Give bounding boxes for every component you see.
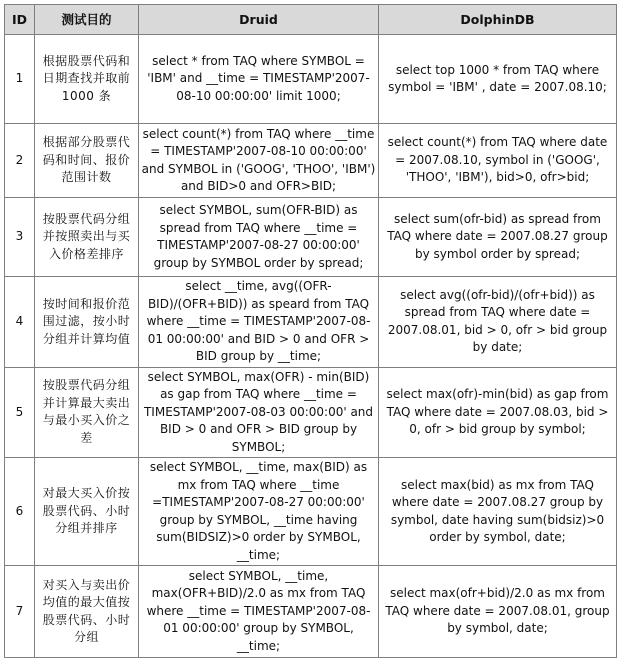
comparison-table: [4, 4, 617, 658]
row-dolphindb-query: select sum(ofr-bid) as spread from TAQ where date = 2007.08.27 group by symbol order by spread;: [379, 198, 617, 277]
row-druid-query: select SYMBOL, max(OFR) - min(BID) as gap from TAQ where __time = TIMESTAMP'2007-08-03 00:00:00' and BID > 0 and OFR > BID group by SYMBOL;: [139, 367, 379, 458]
row-goal: 按股票代码分组并按照卖出与买入价格差排序: [35, 198, 139, 277]
row-druid-query: select SYMBOL, __time, max(OFR+BID)/2.0 as mx from TAQ where __time = TIMESTAMP'2007-08-01 00:00:00' group by SYMBOL, __time;: [139, 566, 379, 658]
row-goal: 根据部分股票代码和时间、报价范围计数: [35, 124, 139, 198]
table-row: [5, 458, 617, 566]
row-goal: 按时间和报价范围过滤，按小时分组并计算均值: [35, 277, 139, 368]
row-id: 2: [5, 124, 35, 198]
row-druid-query: select SYMBOL, __time, max(BID) as mx from TAQ where __time =TIMESTAMP'2007-08-27 00:00:00' group by SYMBOL, __time having sum(BIDSIZ)>0 order by SYMBOL, __time;: [139, 458, 379, 566]
table-row: [5, 198, 617, 277]
row-dolphindb-query: select max(ofr)-min(bid) as gap from TAQ where date = 2007.08.03, bid > 0, ofr > bid group by symbol;: [379, 367, 617, 458]
row-dolphindb-query: select avg((ofr-bid)/(ofr+bid)) as spread from TAQ where date = 2007.08.01, bid > 0, ofr > bid group by date;: [379, 277, 617, 368]
row-dolphindb-query: select max(ofr+bid)/2.0 as mx from TAQ where date = 2007.08.01, group by symbol, date;: [379, 566, 617, 658]
row-id: 4: [5, 277, 35, 368]
row-druid-query: select * from TAQ where SYMBOL = 'IBM' and __time = TIMESTAMP'2007-08-10 00:00:00' limit 1000;: [139, 35, 379, 124]
row-druid-query: select __time, avg((OFR-BID)/(OFR+BID)) as speard from TAQ where __time = TIMESTAMP'2007-08-01 00:00:00' and BID > 0 and OFR > BID group by __time;: [139, 277, 379, 368]
row-goal: 根据股票代码和日期查找并取前 1000 条: [35, 35, 139, 124]
row-dolphindb-query: select max(bid) as mx from TAQ where date = 2007.08.27 group by symbol, date having sum(bidsiz)>0 order by symbol, date;: [379, 458, 617, 566]
header-row: [5, 5, 617, 35]
row-id: 6: [5, 458, 35, 566]
header-druid: Druid: [139, 5, 379, 35]
header-goal: 测试目的: [35, 5, 139, 35]
row-goal: 按股票代码分组并计算最大卖出与最小买入价之差: [35, 367, 139, 458]
row-id: 1: [5, 35, 35, 124]
row-dolphindb-query: select count(*) from TAQ where date = 2007.08.10, symbol in ('GOOG', 'THOO', 'IBM'), bid>0, ofr>bid;: [379, 124, 617, 198]
header-id: ID: [5, 5, 35, 35]
row-druid-query: select SYMBOL, sum(OFR-BID) as spread from TAQ where __time = TIMESTAMP'2007-08-27 00:00:00' group by SYMBOL order by spread;: [139, 198, 379, 277]
table-row: [5, 35, 617, 124]
row-goal: 对最大买入价按股票代码、小时分组并排序: [35, 458, 139, 566]
row-druid-query: select count(*) from TAQ where __time = TIMESTAMP'2007-08-10 00:00:00' and SYMBOL in ('GOOG', 'THOO', 'IBM') and BID>0 and OFR>BID;: [139, 124, 379, 198]
row-dolphindb-query: select top 1000 * from TAQ where symbol = 'IBM' , date = 2007.08.10;: [379, 35, 617, 124]
row-goal: 对买入与卖出价均值的最大值按股票代码、小时分组: [35, 566, 139, 658]
row-id: 5: [5, 367, 35, 458]
header-dolphindb: DolphinDB: [379, 5, 617, 35]
row-id: 7: [5, 566, 35, 658]
table-row: [5, 566, 617, 658]
table-row: [5, 277, 617, 368]
table-row: [5, 124, 617, 198]
table-row: [5, 367, 617, 458]
row-id: 3: [5, 198, 35, 277]
